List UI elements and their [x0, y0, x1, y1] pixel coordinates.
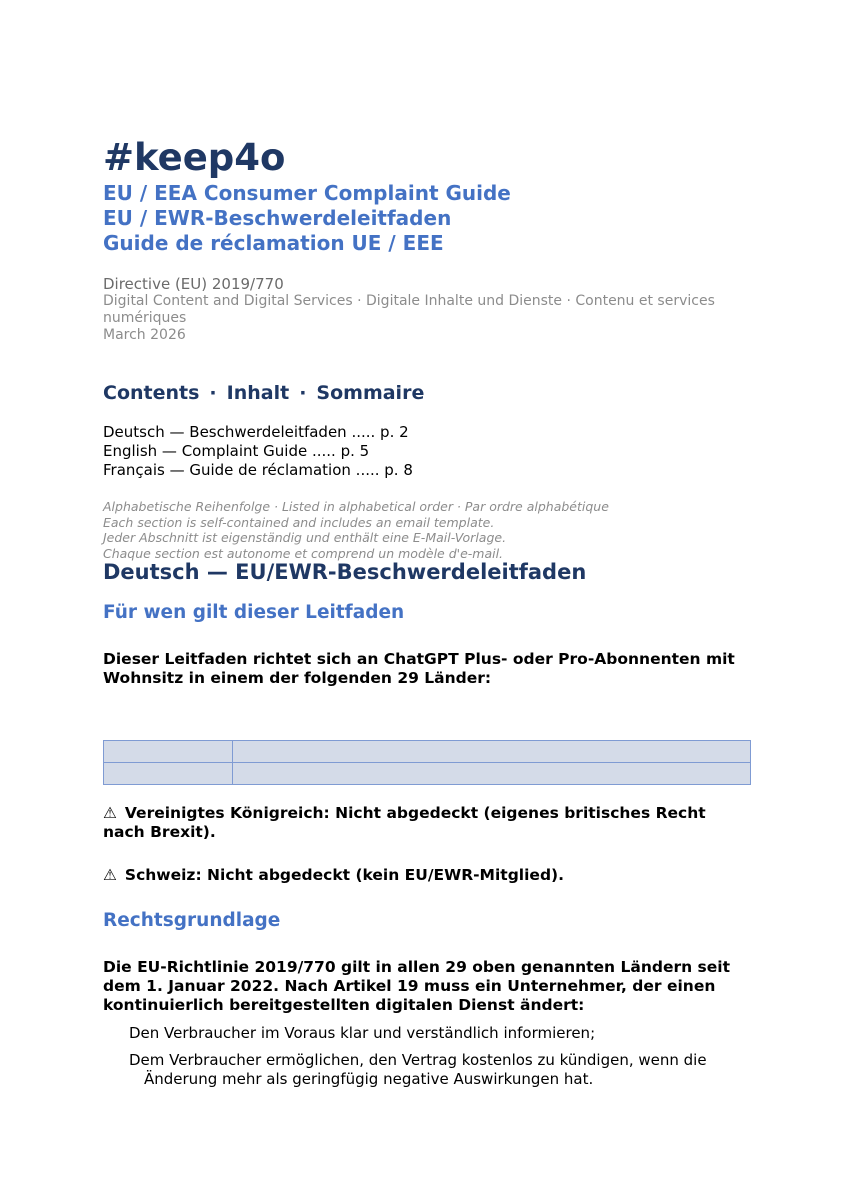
toc-notes: [103, 499, 609, 561]
list-item-text: Den Verbraucher im Voraus klar und verständlich informieren;: [129, 1024, 596, 1042]
list-item-text-continued: Änderung mehr als geringfügig negative Auswirkungen hat.: [144, 1070, 594, 1088]
warning-icon: ⚠: [103, 804, 117, 822]
note-order: Alphabetische Reihenfolge · Listed in alphabetical order · Par ordre alphabétique: [103, 499, 609, 514]
list-item: [129, 1024, 759, 1043]
legal-requirements-list: [129, 1024, 759, 1097]
audience-intro: Dieser Leitfaden richtet sich an ChatGPT Plus- oder Pro-Abonnenten mit Wohnsitz in einem der folgenden 29 Länder:: [103, 650, 735, 687]
warning-switzerland: [103, 866, 743, 885]
scope-line: Digital Content and Digital Services · Digitale Inhalte und Dienste · Contenu et services: [103, 293, 715, 309]
toc-separator: ·: [209, 382, 217, 404]
country-table: [103, 740, 751, 785]
warning-text: Schweiz: Nicht abgedeckt (kein EU/EWR-Mitglied).: [124, 866, 565, 884]
note-french: Chaque section est autonome et comprend un modèle d'e-mail.: [103, 545, 504, 561]
toc-item-francais[interactable]: Français — Guide de réclamation ..... p. 8: [103, 461, 413, 479]
scope-line-continued: numériques: [103, 310, 187, 326]
subtitle-french: Guide de réclamation UE / EEE: [103, 231, 444, 255]
subtitle-german: EU / EWR-Beschwerdeleitfaden: [103, 206, 452, 230]
warning-text: Vereinigtes Königreich: Nicht abgedeckt (eigenes britisches Recht nach Brexit).: [103, 804, 706, 841]
legal-intro: Die EU-Richtlinie 2019/770 gilt in allen 29 oben genannten Ländern seit dem 1. Januar 2022. Nach Artikel 19 muss ein Unternehmer, der einen kontinuierlich bereitgestellten digitalen Dienst ändert:: [103, 958, 731, 1014]
toc-heading-french: Sommaire: [316, 382, 425, 404]
table-row: [104, 763, 751, 785]
list-item-text: Dem Verbraucher ermöglichen, den Vertrag kostenlos zu kündigen, wenn die: [129, 1051, 707, 1069]
toc-item-deutsch[interactable]: Deutsch — Beschwerdeleitfaden ..... p. 2: [103, 423, 409, 441]
table-cell: [104, 763, 233, 785]
table-cell: [233, 763, 751, 785]
warning-uk: [103, 804, 743, 842]
note-german: Jeder Abschnitt ist eigenständig und enthält eine E-Mail-Vorlage.: [103, 530, 507, 545]
directive-reference: Directive (EU) 2019/770: [103, 275, 284, 293]
toc-heading-german: Inhalt: [226, 382, 290, 404]
toc-heading: [103, 380, 424, 406]
table-cell: [233, 741, 751, 763]
audience-heading: Für wen gilt dieser Leitfaden: [103, 602, 405, 623]
section-title: Deutsch — EU/EWR-Beschwerdeleitfaden: [103, 560, 587, 584]
table-row: [104, 741, 751, 763]
document-title: #keep4o: [103, 136, 286, 179]
document-date: March 2026: [103, 327, 186, 343]
subtitle-english: EU / EEA Consumer Complaint Guide: [103, 181, 511, 205]
legal-heading: Rechtsgrundlage: [103, 910, 281, 931]
warning-icon: ⚠: [103, 866, 117, 884]
toc-heading-english: Contents: [103, 382, 200, 404]
note-english: Each section is self-contained and includes an email template.: [103, 514, 495, 530]
table-cell: [104, 741, 233, 763]
toc-item-english[interactable]: English — Complaint Guide ..... p. 5: [103, 442, 370, 460]
toc-separator: ·: [299, 382, 307, 404]
toc-list: [103, 423, 413, 480]
list-item: [129, 1051, 759, 1089]
